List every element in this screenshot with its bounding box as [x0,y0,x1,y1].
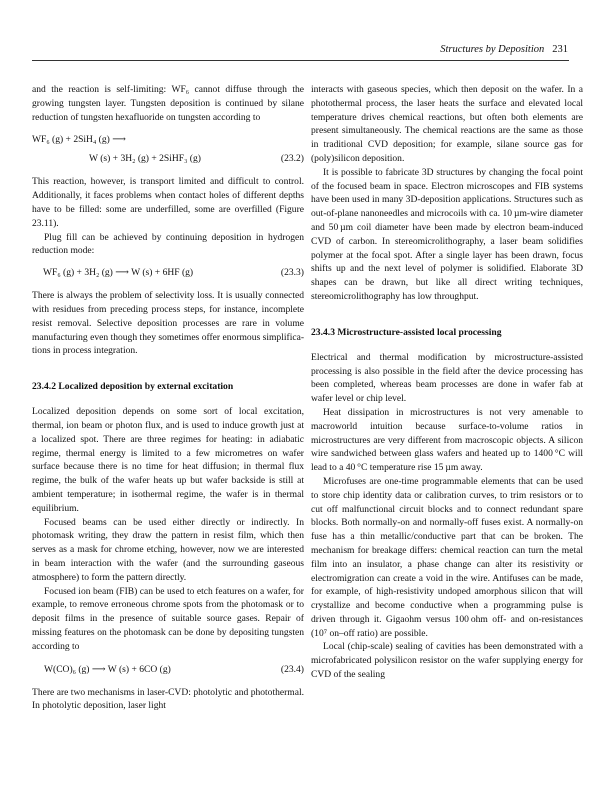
section-heading: 23.4.3 Microstructure-assisted local processing [311,326,502,338]
paragraph: Plug fill can be achieved by continuing deposition in hydrogen reduction mode: [32,231,304,257]
paragraph: It is possible to fabricate 3D structures by changing the focal point of the focused beam in space. Electron microscopes and FIB systems have been used in many 3D-deposition applications. Structures such as out-of-plane nanoneedles and microcoils with ca. 10 µm-wire diameter and 50 µm coil diameter have been made by electron beam-induced CVD of carbon. In stereomicrolithography, a laser beam solidifies polymer at the focal spot. After a single layer has been drawn, focus shifts up and the next level of polymer is solidified. Elaborate 3D shapes can be drawn, but like all direct writing techniques, stereomicrolithography has low throughput. [311,166,583,302]
paragraph: This reaction, however, is transport limited and difficult to control. Additionally, it faces problems when contact holes of different depths have to be filled: some are underfilled, some are overfilled (Figure 23.11). [32,176,304,229]
page-number: 231 [552,44,568,55]
paragraph: Heat dissipation in microstructures is not very amenable to macroworld intuition because surface-to-volume ratios in microstructures are very different from macroscopic objects. A silicon wire sandwiched between glass wafers and heated up to 1400 °C will lead to a 40 °C temperature rise 15 µm away. [311,406,583,474]
running-head [440,44,568,55]
equation-23-3: WF₆ (g) + 3H₂ (g) ⟶ W (s) + 6HF (g) (23.3) [43,267,304,279]
paragraph: Focused beams can be used either directly or indirectly. In photomask writing, they draw the pattern in resist film, which then serves as a mask for chrome etching, however, now we are interested in beam interaction with the wafer (and the surrounding gaseous atmosphere) to form the pattern directly. [32,516,304,583]
equation-23-2-line1: WF₆ (g) + 2SiH₄ (g) ⟶ [32,134,126,146]
section-heading: 23.4.2 Localized deposition by external excitation [32,381,234,393]
running-head-title: Structures by Deposition [440,44,545,55]
equation-number: (23.4) [280,663,304,675]
paragraph: Localized deposition depends on some sort of local excitation, thermal, ion beam or photon flux, and is used to induce growth just at a localized spot. There are three regimes for heating: in adiabatic regime, thermal energy is limited to a few micrometres on wafer surface because there is no time for heat diffusion; in thermal flux regime, the bulk of the wafer heats up but wafer backside is still at ambient temperature; in isothermal regime, the wafer is in thermal equilibrium. [32,406,304,514]
equation-number: (23.3) [280,267,304,279]
equation-23-4: W(CO)₆ (g) ⟶ W (s) + 6CO (g) (23.4) [44,663,304,675]
header-rule [32,60,569,61]
equation-number: (23.2) [280,153,304,165]
right-column [311,83,583,682]
paragraph: There is always the problem of selectivity loss. It is usually connected with residues from preceding process steps, for instance, incomplete resist removal. Selective deposition processes are rare in volume manufacturing even though they sometimes offer enormous simplifica-tions in process integration. [32,290,304,357]
paragraph: interacts with gaseous species, which then deposit on the wafer. In a photothermal process, the laser heats the surface and elevated local temperature drives chemical reactions, but often both elements are present simultaneously. The chemical reactions are the same as those in traditional CVD deposition; for example, silane source gas for (poly)silicon deposition. [311,84,583,164]
paragraph: Local (chip-scale) sealing of cavities has been demonstrated with a microfabricated polysilicon resistor on the wafer supplying energy for CVD of the sealing [311,641,583,681]
paragraph: There are two mechanisms in laser-CVD: photolytic and photothermal. In photolytic deposition, laser light [32,686,304,712]
left-column [32,83,304,713]
paragraph: and the reaction is self-limiting: WF₆ cannot diffuse through the growing tungsten layer. Tungsten deposition is continued by silane reduction of tungsten hexafluoride on tungsten according to [32,84,304,123]
paragraph: Microfuses are one-time programmable elements that can be used to store chip identity data or calibration curves, to trim resistors or to cut off malfunctional circuit blocks and to connect redundant spare blocks. Both normally-on and normally-off fuses exist. A normally-on fuse has a thin metallic/conductive part that can be broken. The mechanism for breakage differs: chemical reaction can turn the metal film into an insulator, a phase change can alter its resistivity or electromigration can create a void in the wire. Antifuses can be made, for example, of high-resistivity undoped amorphous silicon that will crystallize and become conductive when a programming pulse is driven through it. Gigaohm versus 100 ohm off- and on-resistances (10⁷ on–off ratio) are possible. [311,475,583,639]
equation-23-2-line2: W (s) + 3H₂ (g) + 2SiHF₃ (g) (23.2) [89,153,304,165]
paragraph: Focused ion beam (FIB) can be used to etch features on a wafer, for example, to remove erroneous chrome spots from the photomask or to deposit films in the presence of suitable source gases. Repair of missing features on the photomask can be done by depositing tungsten according to [32,585,304,652]
paragraph: Electrical and thermal modification by microstructure-assisted processing is also possible in the field after the device processing has been completed, whereas beam processes are done in wafer fab at wafer level or chip level. [311,351,583,405]
